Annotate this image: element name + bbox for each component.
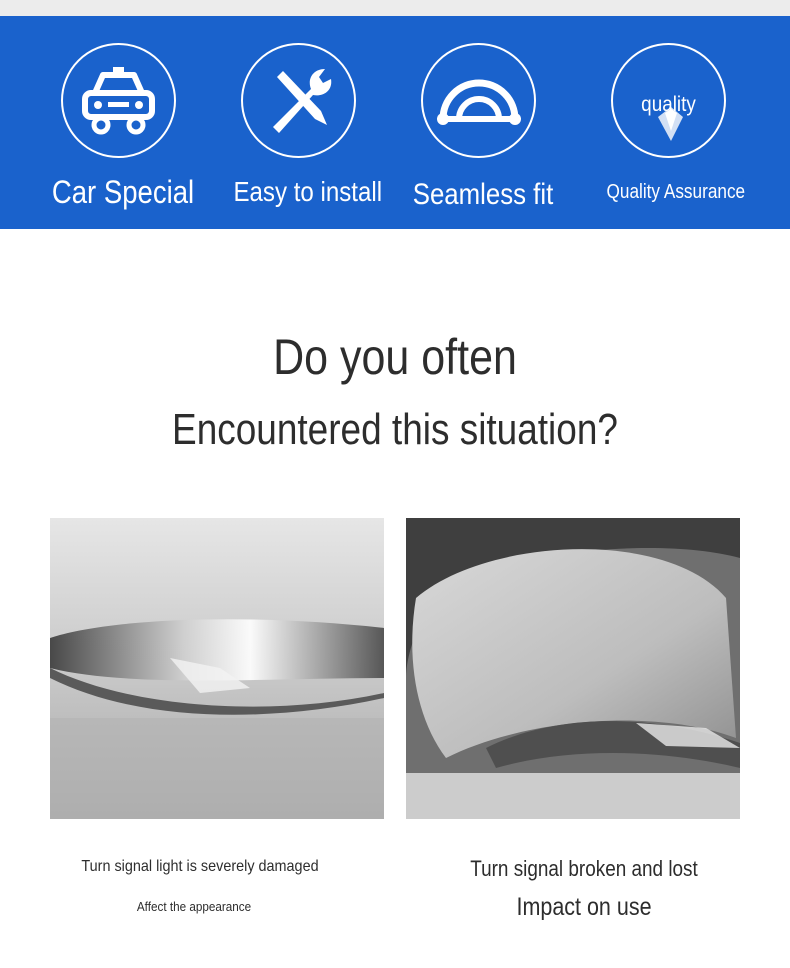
problem-subcaption-1: Affect the appearance: [136, 899, 252, 914]
quality-badge-icon: [611, 43, 726, 158]
top-divider: [0, 0, 790, 16]
broken-mirror-photo: [406, 518, 740, 819]
feature-label-seamless-fit: Seamless fit: [412, 178, 554, 211]
feature-label-car-special: Car Special: [51, 174, 195, 210]
problem-caption-1: Turn signal light is severely damaged: [81, 858, 319, 875]
half-dial-icon: [421, 43, 536, 158]
problem-subcaption-2: Impact on use: [516, 893, 652, 921]
headline-line2: Encountered this situation?: [172, 405, 618, 454]
damaged-mirror-photo: [50, 518, 384, 819]
quality-badge-text: quality: [641, 93, 696, 116]
problem-caption-2: Turn signal broken and lost: [470, 856, 698, 881]
feature-label-easy-install: Easy to install: [233, 176, 383, 207]
taxi-car-icon: [61, 43, 176, 158]
features-banner: [0, 16, 790, 229]
screwdriver-wrench-icon: [241, 43, 356, 158]
feature-label-quality-assurance: Quality Assurance: [606, 181, 746, 203]
headline-line1: Do you often: [273, 329, 517, 385]
